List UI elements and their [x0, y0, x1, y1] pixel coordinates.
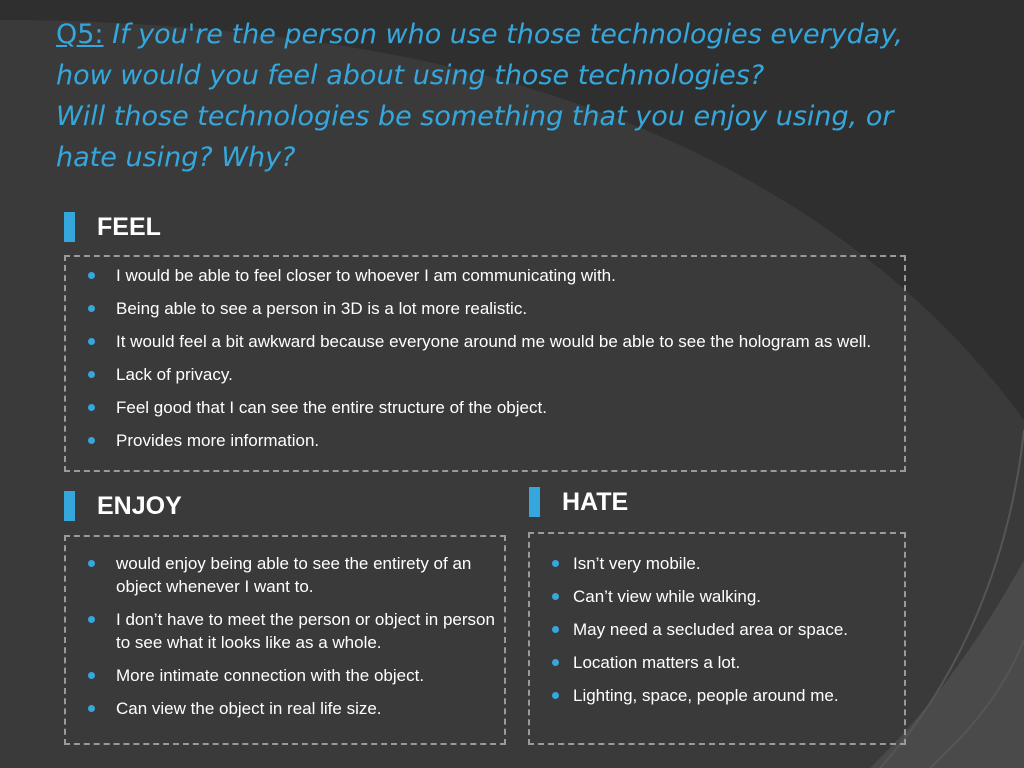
heading-accent-bar [529, 487, 540, 517]
slide-title [56, 14, 996, 178]
hate-heading [529, 487, 628, 517]
feel-heading [64, 212, 161, 242]
enjoy-item-2: I don’t have to meet the person or object in person to see what it looks like as a whole. [66, 608, 504, 654]
feel-list [66, 264, 904, 452]
feel-box [64, 255, 906, 472]
hate-item-2: Can’t view while walking. [530, 585, 904, 608]
title-line-2: how would you feel about using those technologies? [56, 60, 765, 91]
enjoy-heading-label: ENJOY [97, 491, 182, 520]
enjoy-heading [64, 491, 182, 521]
enjoy-item-4: Can view the object in real life size. [66, 697, 504, 720]
hate-item-5: Lighting, space, people around me. [530, 684, 904, 707]
enjoy-list [66, 552, 504, 720]
hate-item-4: Location matters a lot. [530, 651, 904, 674]
feel-item-3: It would feel a bit awkward because everyone around me would be able to see the hologram as well. [66, 330, 904, 353]
feel-item-2: Being able to see a person in 3D is a lot more realistic. [66, 297, 904, 320]
feel-item-1: I would be able to feel closer to whoever I am communicating with. [66, 264, 904, 287]
feel-heading-label: FEEL [97, 212, 161, 241]
hate-item-1: Isn’t very mobile. [530, 552, 904, 575]
enjoy-item-1: would enjoy being able to see the entirety of an object whenever I want to. [66, 552, 504, 598]
feel-item-6: Provides more information. [66, 429, 904, 452]
question-number: Q5: [56, 19, 104, 50]
heading-accent-bar [64, 491, 75, 521]
feel-item-5: Feel good that I can see the entire structure of the object. [66, 396, 904, 419]
title-line-3: Will those technologies be something that you enjoy using, or [56, 101, 894, 132]
title-line-4: hate using? Why? [56, 142, 296, 173]
enjoy-item-3: More intimate connection with the object. [66, 664, 504, 687]
feel-item-4: Lack of privacy. [66, 363, 904, 386]
hate-item-3: May need a secluded area or space. [530, 618, 904, 641]
enjoy-box [64, 535, 506, 745]
title-line-1: If you're the person who use those technologies everyday, [103, 19, 903, 50]
hate-heading-label: HATE [562, 487, 629, 516]
hate-box [528, 532, 906, 745]
hate-list [530, 552, 904, 707]
heading-accent-bar [64, 212, 75, 242]
